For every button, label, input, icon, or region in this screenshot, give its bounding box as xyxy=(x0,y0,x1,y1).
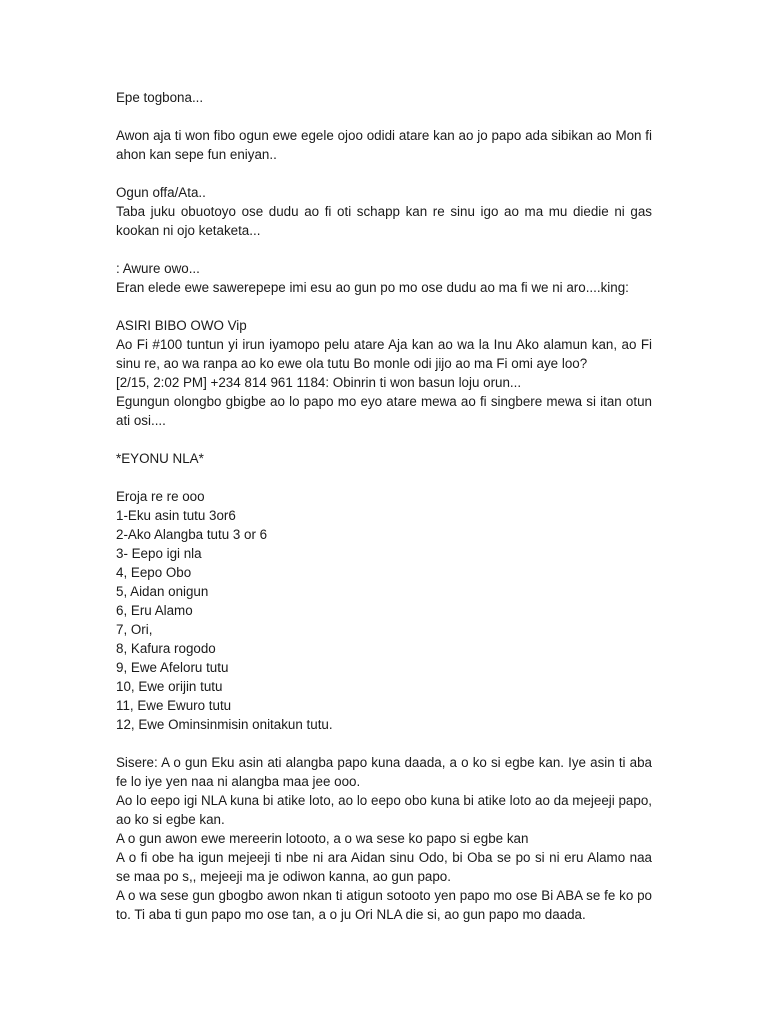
text-line: 8, Kafura rogodo xyxy=(116,641,216,656)
text-line: Ao lo eepo igi NLA kuna bi atike loto, ao lo eepo obo kuna bi atike loto ao da mejeeji papo, ao ko si egbe kan. xyxy=(116,793,652,827)
text-line: 9, Ewe Afeloru tutu xyxy=(116,660,229,675)
text-line: 4, Eepo Obo xyxy=(116,565,192,580)
text-line: Eroja re re ooo xyxy=(116,489,205,504)
paragraph xyxy=(116,449,652,468)
text-line: Taba juku obuotoyo ose dudu ao fi oti schapp kan re sinu igo ao ma mu diedie ni gas kookan ni ojo ketaketa... xyxy=(116,204,652,238)
paragraph-gap xyxy=(116,468,652,487)
paragraph-gap xyxy=(116,734,652,753)
text-line: *EYONU NLA* xyxy=(116,451,204,466)
text-line: 12, Ewe Ominsinmisin onitakun tutu. xyxy=(116,717,333,732)
paragraph xyxy=(116,487,652,734)
paragraph-gap xyxy=(116,164,652,183)
text-line: 2-Ako Alangba tutu 3 or 6 xyxy=(116,527,268,542)
paragraph xyxy=(116,316,652,430)
text-line: A o wa sese gun gbogbo awon nkan ti atigun sotooto yen papo mo ose Bi ABA se fe ko po to. Ti aba ti gun papo mo ose tan, a o ju Ori NLA die si, ao gun papo mo daada. xyxy=(116,888,652,922)
paragraph xyxy=(116,126,652,164)
text-line: [2/15, 2:02 PM] +234 814 961 1184: Obinrin ti won basun loju orun... xyxy=(116,375,522,390)
paragraph-gap xyxy=(116,297,652,316)
document-page xyxy=(116,88,652,924)
text-line: 1-Eku asin tutu 3or6 xyxy=(116,508,236,523)
text-line: 5, Aidan onigun xyxy=(116,584,209,599)
text-line: Ogun offa/Ata.. xyxy=(116,185,206,200)
paragraph xyxy=(116,753,652,924)
text-line: ASIRI BIBO OWO Vip xyxy=(116,318,247,333)
paragraph-gap xyxy=(116,240,652,259)
text-line: Ao Fi #100 tuntun yi irun iyamopo pelu atare Aja kan ao wa la Inu Ako alamun kan, ao Fi sinu re, ao wa ranpa ao ko ewe ola tutu Bo monle odi jijo ao ma Fi omi aye loo? xyxy=(116,337,652,371)
text-line: : Awure owo... xyxy=(116,261,200,276)
text-line: 6, Eru Alamo xyxy=(116,603,193,618)
text-line: 11, Ewe Ewuro tutu xyxy=(116,698,232,713)
text-line: Egungun olongbo gbigbe ao lo papo mo eyo atare mewa ao fi singbere mewa si itan otun ati osi.... xyxy=(116,394,652,428)
paragraph-gap xyxy=(116,430,652,449)
paragraph xyxy=(116,88,652,107)
text-line: A o gun awon ewe mereerin lotooto, a o wa sese ko papo si egbe kan xyxy=(116,831,529,846)
text-line: 7, Ori, xyxy=(116,622,153,637)
text-line: A o fi obe ha igun mejeeji ti nbe ni ara Aidan sinu Odo, bi Oba se po si ni eru Alamo naa se maa po s,, mejeeji ma je odiwon kanna, ao gun papo. xyxy=(116,850,652,884)
text-line: Eran elede ewe sawerepepe imi esu ao gun po mo ose dudu ao ma fi we ni aro....king: xyxy=(116,280,629,295)
text-line: 3- Eepo igi nla xyxy=(116,546,202,561)
paragraph-gap xyxy=(116,107,652,126)
text-line: Sisere: A o gun Eku asin ati alangba papo kuna daada, a o ko si egbe kan. Iye asin ti aba fe lo iye yen naa ni alangba maa jee ooo. xyxy=(116,755,652,789)
paragraph xyxy=(116,183,652,240)
paragraph xyxy=(116,259,652,297)
text-line: Awon aja ti won fibo ogun ewe egele ojoo odidi atare kan ao jo papo ada sibikan ao Mon fi ahon kan sepe fun eniyan.. xyxy=(116,128,652,162)
text-line: Epe togbona... xyxy=(116,90,204,105)
text-line: 10, Ewe orijin tutu xyxy=(116,679,223,694)
